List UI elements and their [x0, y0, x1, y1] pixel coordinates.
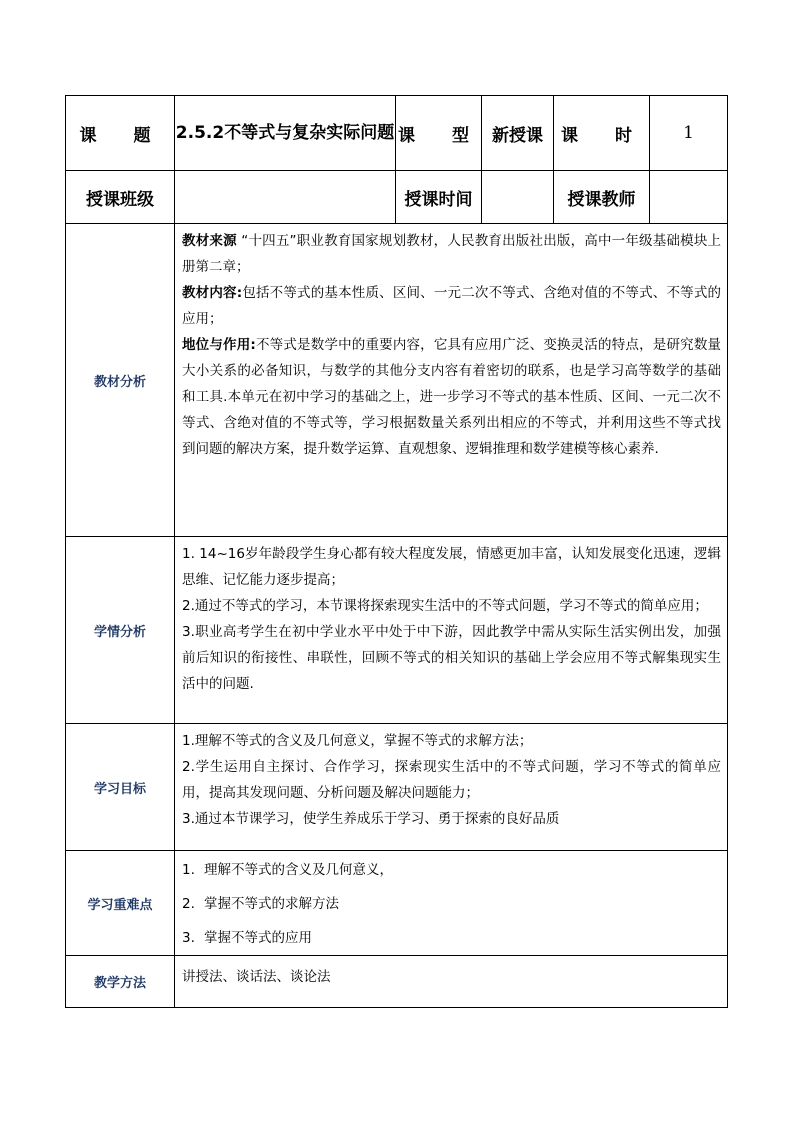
teacher-label: 授课教师	[554, 171, 650, 224]
methods-label: 教学方法	[66, 956, 175, 1008]
key-point-text: 掌握不等式的求解方法	[204, 896, 339, 912]
material-role	[182, 332, 721, 462]
key-point-item	[182, 887, 720, 921]
material-content-text: 包括不等式的基本性质、区间、一元二次不等式、含绝对值的不等式、不等式的应用；	[182, 285, 722, 327]
objective-item: 1.理解不等式的含义及几何意义，掌握不等式的求解方法；	[182, 733, 533, 749]
class-label: 授课班级	[66, 171, 175, 224]
material-role-label: 地位与作用:	[182, 337, 256, 353]
student-analysis-item: 2.通过不等式的学习，本节课将探索现实生活中的不等式问题，学习不等式的简单应用；	[182, 598, 708, 614]
material-analysis-label: 教材分析	[66, 224, 175, 537]
key-point-number: 3.	[182, 930, 195, 946]
objectives-label: 学习目标	[66, 724, 175, 851]
methods-row	[66, 956, 728, 1008]
objectives-content	[175, 724, 728, 851]
key-point-number: 2.	[182, 896, 195, 912]
class-value	[175, 171, 396, 224]
material-analysis-row	[66, 224, 728, 537]
time-value	[482, 171, 554, 224]
material-source-text: “十四五”职业教育国家规划教材，人民教育出版社出版，高中一年级基础模块上册第二章；	[182, 233, 722, 275]
type-value: 新授课	[482, 96, 554, 171]
material-analysis-content	[175, 224, 728, 537]
key-point-item	[182, 853, 720, 887]
student-analysis-row	[66, 537, 728, 724]
material-source-label: 教材来源	[182, 233, 237, 249]
key-point-text: 理解不等式的含义及几何意义，	[204, 862, 393, 878]
key-points-label: 学习重难点	[66, 851, 175, 956]
objectives-row	[66, 724, 728, 851]
header-row-class	[66, 171, 728, 224]
material-source	[182, 228, 721, 280]
student-analysis-content	[175, 537, 728, 724]
lesson-plan-table	[65, 95, 728, 1008]
objective-item: 3.通过本节课学习，使学生养成乐于学习、勇于探索的良好品质	[182, 811, 560, 827]
student-analysis-label: 学情分析	[66, 537, 175, 724]
type-label: 课 型	[396, 96, 482, 171]
student-analysis-item: 3.职业高考学生在初中学业水平中处于中下游，因此教学中需从实际生活实例出发，加强前后知识的衔接性、串联性，回顾不等式的相关知识的基础上学会应用不等式解集现实生活中的问题.	[182, 624, 721, 692]
time-label: 授课时间	[396, 171, 482, 224]
key-points-row	[66, 851, 728, 956]
hours-value: 1	[650, 96, 728, 171]
material-content-label: 教材内容:	[182, 285, 243, 301]
key-point-text: 掌握不等式的应用	[204, 930, 312, 946]
key-points-content	[175, 851, 728, 956]
topic-value: 2.5.2不等式与复杂实际问题	[175, 96, 396, 171]
key-point-item	[182, 921, 720, 955]
material-role-text: 不等式是数学中的重要内容，它具有应用广泛、变换灵活的特点，是研究数量大小关系的必备知识，与数学的其他分支内容有着密切的联系，也是学习高等数学的基础和工具.本单元在初中学习的基础之上，进一步学习不等式的基本性质、区间、一元二次不等式、含绝对值的不等式等，学习根据数量关系列出相应的不等式，并利用这些不等式找到问题的解决方案，提升数学运算、直观想象、逻辑推理和数学建模等核心素养.	[182, 337, 721, 457]
teacher-value	[650, 171, 728, 224]
key-point-number: 1.	[182, 862, 195, 878]
material-content	[182, 280, 721, 332]
header-row-topic	[66, 96, 728, 171]
methods-text: 讲授法、谈话法、谈论法	[175, 956, 728, 1008]
hours-label: 课 时	[554, 96, 650, 171]
objective-item: 2.学生运用自主探讨、合作学习，探索现实生活中的不等式问题，学习不等式的简单应用，提高其发现问题、分析问题及解决问题能力；	[182, 759, 721, 801]
student-analysis-item: 1. 14~16岁年龄段学生身心都有较大程度发展，情感更加丰富，认知发展变化迅速，逻辑思维、记忆能力逐步提高；	[182, 546, 721, 588]
topic-label: 课 题	[66, 96, 175, 171]
